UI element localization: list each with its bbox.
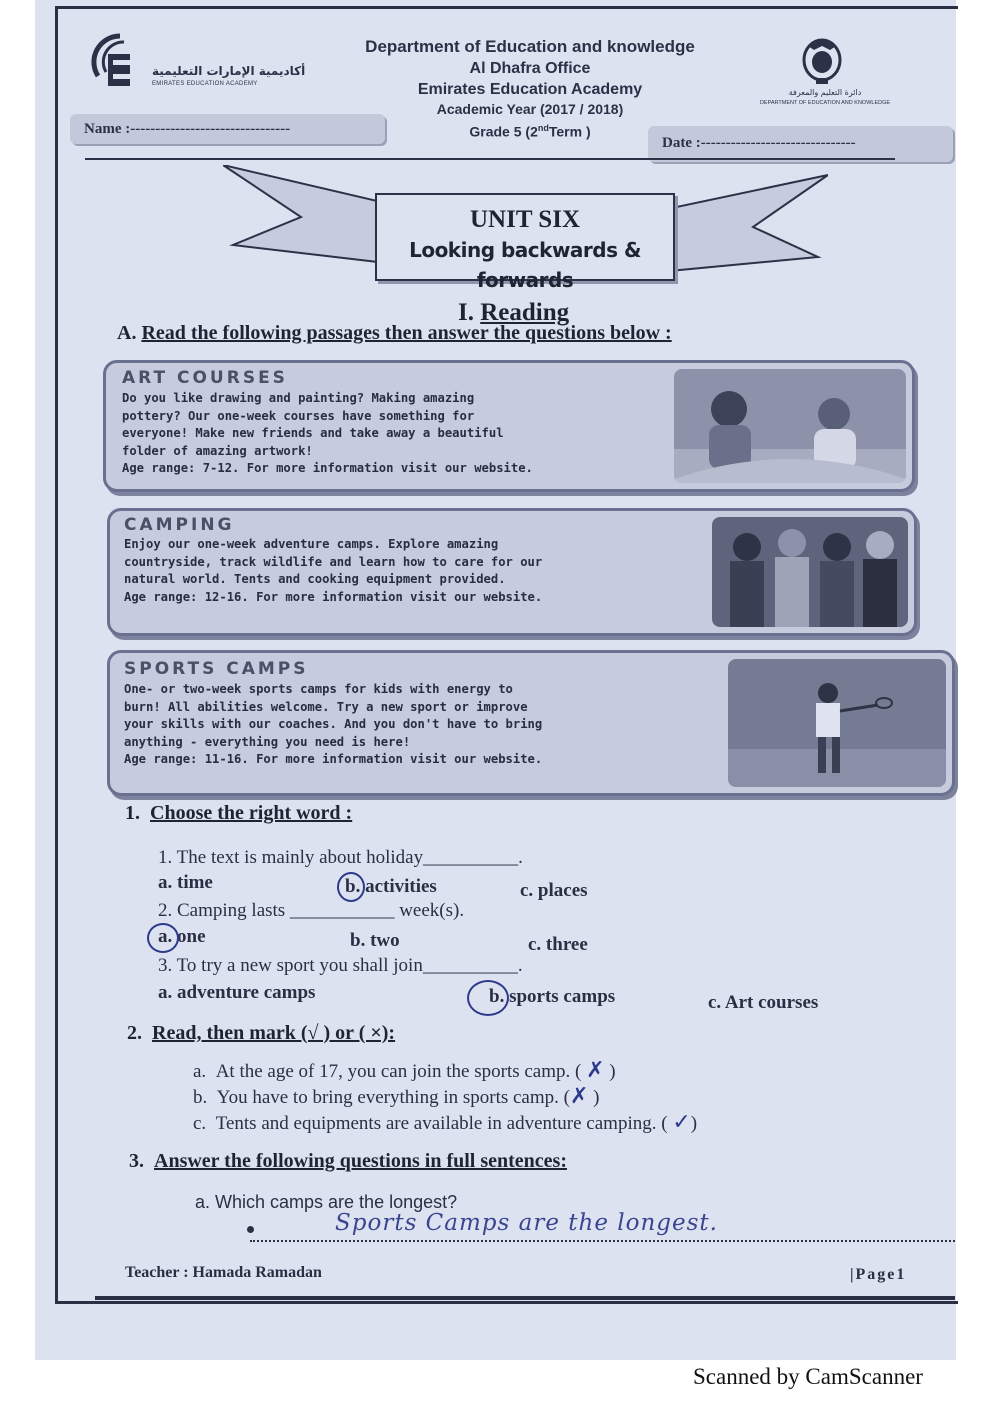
- q1-item2-option-b[interactable]: b. two: [350, 930, 400, 951]
- header-divider: [85, 158, 895, 160]
- q1-title: Choose the right word :: [150, 802, 353, 824]
- passage-line: your skills with our coaches. And you don't have to bring: [124, 717, 543, 731]
- section-number: I.: [458, 299, 474, 326]
- q1-item3-option-c[interactable]: c. Art courses: [708, 992, 819, 1013]
- answer-circle-mark: [467, 980, 509, 1016]
- passage-line: countryside, track wildlife and learn how to care for our: [124, 554, 543, 569]
- cross-mark-icon: ✗: [586, 1058, 605, 1083]
- passage-line: folder of amazing artwork!: [122, 443, 313, 458]
- unit-subtitle: Looking backwards & forwards: [409, 238, 641, 292]
- grade-term: Term ): [548, 123, 591, 140]
- item-close: ): [609, 1061, 616, 1082]
- q1-item1-stem: 1. The text is mainly about holiday__________.: [158, 847, 523, 868]
- q3-title: Answer the following questions in full sentences:: [154, 1150, 567, 1172]
- passage-heading: CAMPING: [124, 515, 235, 535]
- q3-number: 3.: [129, 1150, 144, 1172]
- item-letter: a.: [193, 1061, 207, 1082]
- answer-line: [250, 1240, 955, 1242]
- passage-body: [124, 536, 542, 606]
- q2-title: Read, then mark (√ ) or ( ×):: [152, 1022, 396, 1044]
- q2-item-a: [193, 1058, 616, 1083]
- q1-item2-option-c[interactable]: c. three: [528, 934, 588, 955]
- answer-circle-mark: [147, 923, 179, 953]
- unit-title-box: [375, 193, 675, 292]
- passage-line: anything - everything you need is here!: [124, 734, 411, 749]
- passage-line: Age range: 11-16. For more information visit our website.: [124, 752, 543, 766]
- passage-sports-camps: [107, 650, 955, 796]
- item-close: ): [690, 1113, 698, 1134]
- passage-line: natural world. Tents and cooking equipment provided.: [124, 572, 506, 586]
- q3-question: a. Which camps are the longest?: [195, 1192, 458, 1212]
- academy-logo: [90, 30, 306, 100]
- cross-mark-icon: ✗: [569, 1084, 589, 1109]
- teacher-name: Teacher : Hamada Ramadan: [125, 1264, 322, 1281]
- header-academy: Emirates Education Academy: [417, 81, 643, 98]
- passage-line: Age range: 12-16. For more information visit our website.: [124, 589, 543, 604]
- passage-line: pottery? Our one-week courses have something for: [122, 408, 475, 423]
- academy-logo-arabic: أكاديمية الإمارات التعليمية: [152, 64, 306, 78]
- unit-title: UNIT SIX: [470, 206, 580, 233]
- children-painting-photo: [674, 369, 906, 483]
- q1-number: 1.: [125, 802, 140, 824]
- q2-item-c: [193, 1110, 697, 1135]
- grade-text: Grade 5 (2: [469, 123, 538, 140]
- q2-item-b: [193, 1084, 599, 1109]
- passage-line: Age range: 7-12. For more information visit our website.: [122, 461, 533, 475]
- item-close: ): [593, 1087, 600, 1108]
- q3-heading: [129, 1150, 567, 1173]
- academy-logo-icon: [90, 30, 150, 92]
- passage-line: Enjoy our one-week adventure camps. Explore amazing: [124, 537, 499, 551]
- reading-instruction: [117, 322, 672, 345]
- department-logo-arabic: دائرة التعليم والمعرفة: [788, 88, 862, 97]
- item-letter: c.: [193, 1113, 207, 1134]
- campers-group-photo: [712, 517, 908, 627]
- footer-divider: [95, 1296, 955, 1300]
- passage-heading: ART COURSES: [122, 368, 288, 388]
- passage-line: One- or two-week sports camps for kids with energy to: [124, 682, 513, 696]
- bullet-icon: [247, 1226, 254, 1233]
- passage-body: [122, 390, 533, 478]
- handwritten-answer[interactable]: Sports Camps are the longest.: [335, 1210, 718, 1236]
- q1-item1-option-a[interactable]: a. time: [158, 872, 213, 893]
- q1-item1-option-b[interactable]: b. activities: [345, 876, 437, 897]
- instruction-letter: A.: [117, 322, 137, 344]
- passage-camping: [107, 508, 917, 636]
- department-logo-english: DEPARTMENT OF EDUCATION AND KNOWLEDGE: [759, 100, 891, 106]
- header-academic-year: Academic Year (2017 / 2018): [436, 101, 624, 117]
- passage-line: everyone! Make new friends and take away a beautiful: [122, 426, 504, 440]
- q2-number: 2.: [127, 1022, 142, 1044]
- worksheet-page: [35, 0, 956, 1360]
- item-text: You have to bring everything in sports camp. (: [216, 1087, 570, 1108]
- academy-logo-english: EMIRATES EDUCATION ACADEMY: [152, 81, 258, 87]
- item-text: Tents and equipments are available in adventure camping. (: [215, 1113, 668, 1134]
- name-field[interactable]: Name :--------------------------------: [70, 114, 385, 144]
- q1-item3-stem: 3. To try a new sport you shall join__________.: [158, 955, 523, 976]
- grade-sup: nd: [537, 123, 549, 133]
- q1-item2-option-a[interactable]: a. one: [158, 926, 206, 947]
- passage-body: [124, 681, 542, 769]
- falcon-emblem-icon: [796, 38, 848, 86]
- item-text: At the age of 17, you can join the sports camp. (: [215, 1061, 582, 1082]
- section-title: Reading: [480, 299, 570, 326]
- q1-item1-option-c[interactable]: c. places: [520, 880, 588, 901]
- instruction-text: Read the following passages then answer the questions below :: [141, 322, 672, 344]
- item-letter: b.: [193, 1087, 208, 1108]
- header-office: Al Dhafra Office: [469, 60, 591, 77]
- passage-art-courses: [103, 360, 915, 492]
- department-logo: [750, 38, 900, 128]
- q2-heading: [127, 1022, 395, 1045]
- tennis-player-photo: [728, 659, 946, 787]
- passage-heading: SPORTS CAMPS: [124, 659, 309, 679]
- scanner-watermark: Scanned by CamScanner: [693, 1364, 923, 1389]
- q1-heading: [125, 802, 352, 825]
- passage-line: burn! All abilities welcome. Try a new sport or improve: [124, 699, 528, 714]
- header-department: Department of Education and knowledge: [365, 37, 695, 56]
- answer-circle-mark: [337, 872, 365, 902]
- q1-item2-stem: 2. Camping lasts ___________ week(s).: [158, 900, 465, 921]
- page-number: |Page1: [850, 1266, 907, 1283]
- q1-item3-option-b[interactable]: b. sports camps: [489, 986, 616, 1007]
- check-mark-icon: ✓: [672, 1110, 691, 1135]
- date-field[interactable]: Date :-------------------------------: [648, 126, 953, 162]
- q1-item3-option-a[interactable]: a. adventure camps: [158, 982, 316, 1003]
- passage-line: Do you like drawing and painting? Making amazing: [122, 391, 475, 405]
